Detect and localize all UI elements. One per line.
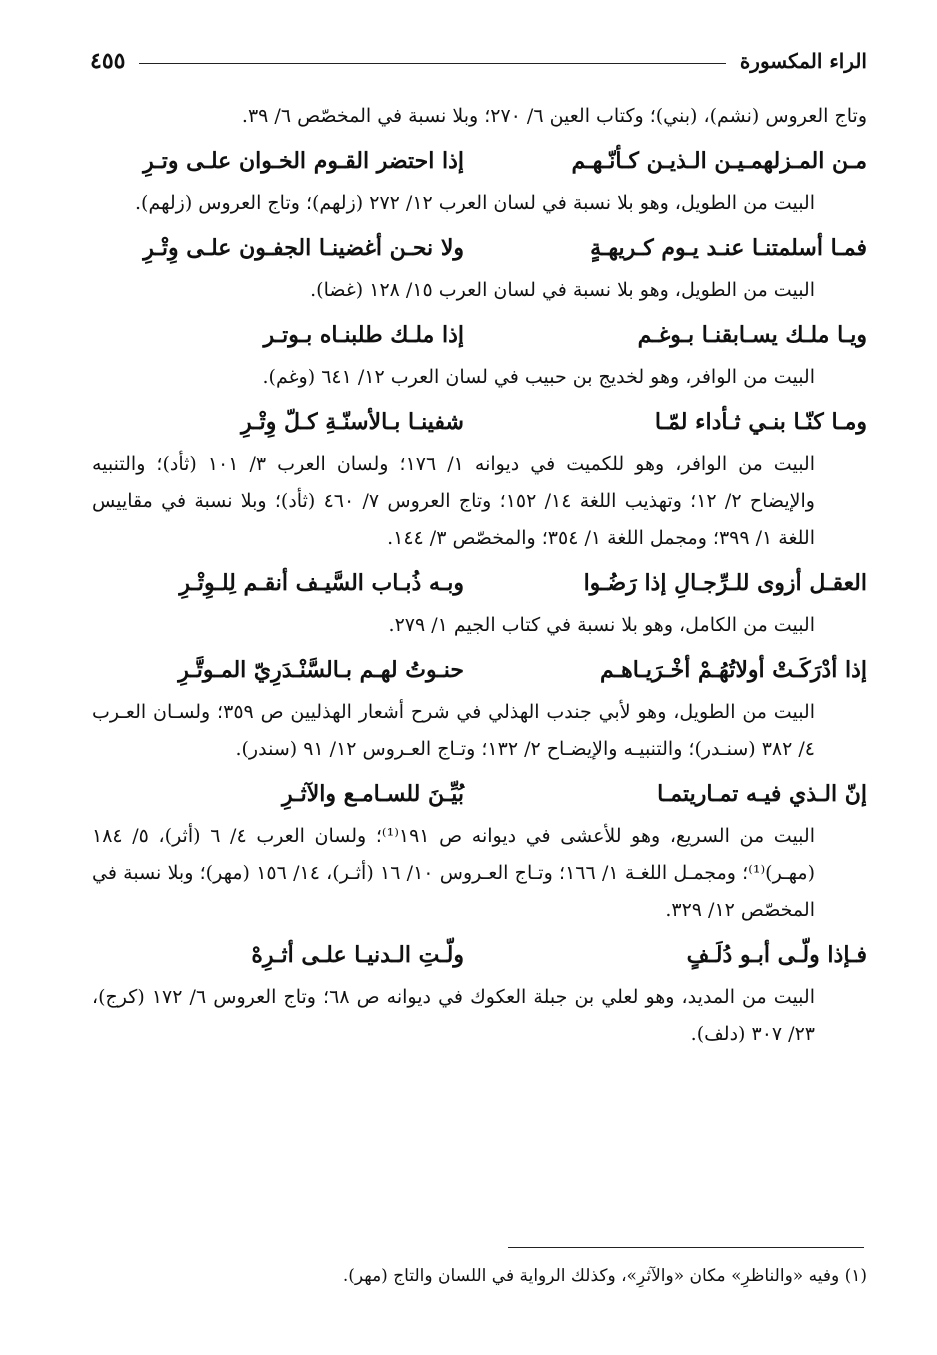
verse-first-hemistich: ومـا كنّـا بنـي ثـأداء لمّـا <box>654 409 867 435</box>
chapter-title: الراء المكسورة <box>739 49 867 73</box>
verse-first-hemistich: مـن المـزلهمـيـن الـذيـن كـأنّـهـم <box>571 148 867 174</box>
verse-line <box>92 141 867 181</box>
citation-paragraph: البيت من الوافر، وهو للكميت في ديوانه ١/ ١٧٦؛ ولسان العرب ٣/ ١٠١ (ثأد)؛ والتنبيه والإيضاح ٢/ ١٢؛ وتهذيب اللغة ١٤/ ١٥٢؛ وتاج العروس ٧/ ٤٦٠ (ثأد)؛ وبلا نسبة في مقاييس اللغة ١/ ٣٩٩؛ ومجمل اللغة ١/ ٣٥٤؛ والمخصّص ٣/ ١٤٤. <box>92 453 815 549</box>
verse-first-hemistich: إذا أدْرَكَـتْ أولاتُهُـمْ أخْـرَيـاهـم <box>600 657 867 683</box>
citation-paragraph: البيت من الكامل، وهو بلا نسبة في كتاب الجيم ١/ ٢٧٩. <box>388 614 815 636</box>
verse-line <box>92 563 867 603</box>
verse-second-hemistich: إذا ملـك طلبنـاه بـوتـر <box>263 322 464 348</box>
verse-second-hemistich: ولا نحـن أغضينـا الجفـون علـى وِتْـرِ <box>143 235 464 261</box>
verse-second-hemistich: بُيِّـنَ للسـامـع والآثـرِ <box>282 781 464 807</box>
footnote: (١) وفيه «والناظرِ» مكان «والآثرِ»، وكذلك الرواية في اللسان والتاج (مهر). <box>342 1266 867 1286</box>
verse-second-hemistich: إذا احتضر القـوم الخـوان علـى وتـرِ <box>143 148 464 174</box>
verse-first-hemistich: فـإذا ولّـى أبـو دُلَـفٍ <box>686 942 867 968</box>
verse-line <box>92 774 867 814</box>
verse-first-hemistich: إنّ الـذي فيـه تمـاريتمـا <box>657 781 867 807</box>
verse-line <box>92 228 867 268</box>
verse-line <box>92 935 867 975</box>
footnote-rule <box>508 1247 864 1248</box>
main-text <box>92 98 867 1053</box>
verse-line <box>92 402 867 442</box>
verse-first-hemistich: ويـا ملـك يسـابقنـا بـوغـم <box>637 322 867 348</box>
verse-second-hemistich: ولّـتِ الـدنيـا علـى أثـرِهْ <box>251 942 464 968</box>
citation-paragraph: البيت من الوافر، وهو لخديج بن حبيب في لسان العرب ١٢/ ٦٤١ (وغم). <box>262 366 815 388</box>
page-number: ٤٥٥ <box>90 48 126 74</box>
verse-second-hemistich: شفينـا بـالأسنّـةِ كـلّ وِتْـرِ <box>240 409 464 435</box>
verse-line <box>92 650 867 690</box>
header-rule <box>139 63 725 64</box>
verse-second-hemistich: وبـه ذُبـاب السَّيـف أنقـم لِلـوِتْـرِ <box>179 570 464 596</box>
citation-paragraph: البيت من الطويل، وهو بلا نسبة في لسان العرب ١٥/ ١٢٨ (غضا). <box>310 279 815 301</box>
citation-paragraph: البيت من الطويل، وهو بلا نسبة في لسان العرب ١٢/ ٢٧٢ (زلهم)؛ وتاج العروس (زلهم). <box>135 192 815 214</box>
verse-first-hemistich: العقـل أزوى للـرِّجـالِ إذا رَضُـوا <box>583 570 867 596</box>
citation-paragraph: وتاج العروس (نشم)، (بني)؛ وكتاب العين ٦/ ٢٧٠؛ وبلا نسبة في المخصّص ٦/ ٣٩. <box>241 105 867 127</box>
verse-second-hemistich: حنـوتُ لهـم بـالسَّنْـدَرِيّ المـوتَّـرِ <box>178 657 464 683</box>
citation-paragraph: البيت من السريع، وهو للأعشى في ديوانه ص ١٩١⁽¹⁾؛ ولسان العرب ٤/ ٦ (أثر)، ٥/ ١٨٤ (مهـر)⁽¹⁾؛ ومجمـل اللغـة ١/ ١٦٦؛ وتـاج العـروس ١٠/ ١٦ (أثـر)، ١٤/ ١٥٦ (مهر)؛ وبلا نسبة في المخصّص ١٢/ ٣٢٩. <box>92 825 815 921</box>
citation-paragraph: البيت من الطويل، وهو لأبي جندب الهذلي في شرح أشعار الهذليين ص ٣٥٩؛ ولسـان العـرب ٤/ ٣٨٢ (سنـدر)؛ والتنبيـه والإيضـاح ٢/ ١٣٢؛ وتـاج العـروس ١٢/ ٩١ (سندر). <box>92 701 815 760</box>
citation-paragraph: البيت من المديد، وهو لعلي بن جبلة العكوك في ديوانه ص ٦٨؛ وتاج العروس ٦/ ١٧٢ (كرج)، ٢٣/ ٣٠٧ (دلف). <box>92 986 815 1045</box>
verse-line <box>92 315 867 355</box>
verse-first-hemistich: فمـا أسلمتنـا عنـد يـوم كـريهـةٍ <box>590 235 867 261</box>
running-header <box>90 44 867 78</box>
